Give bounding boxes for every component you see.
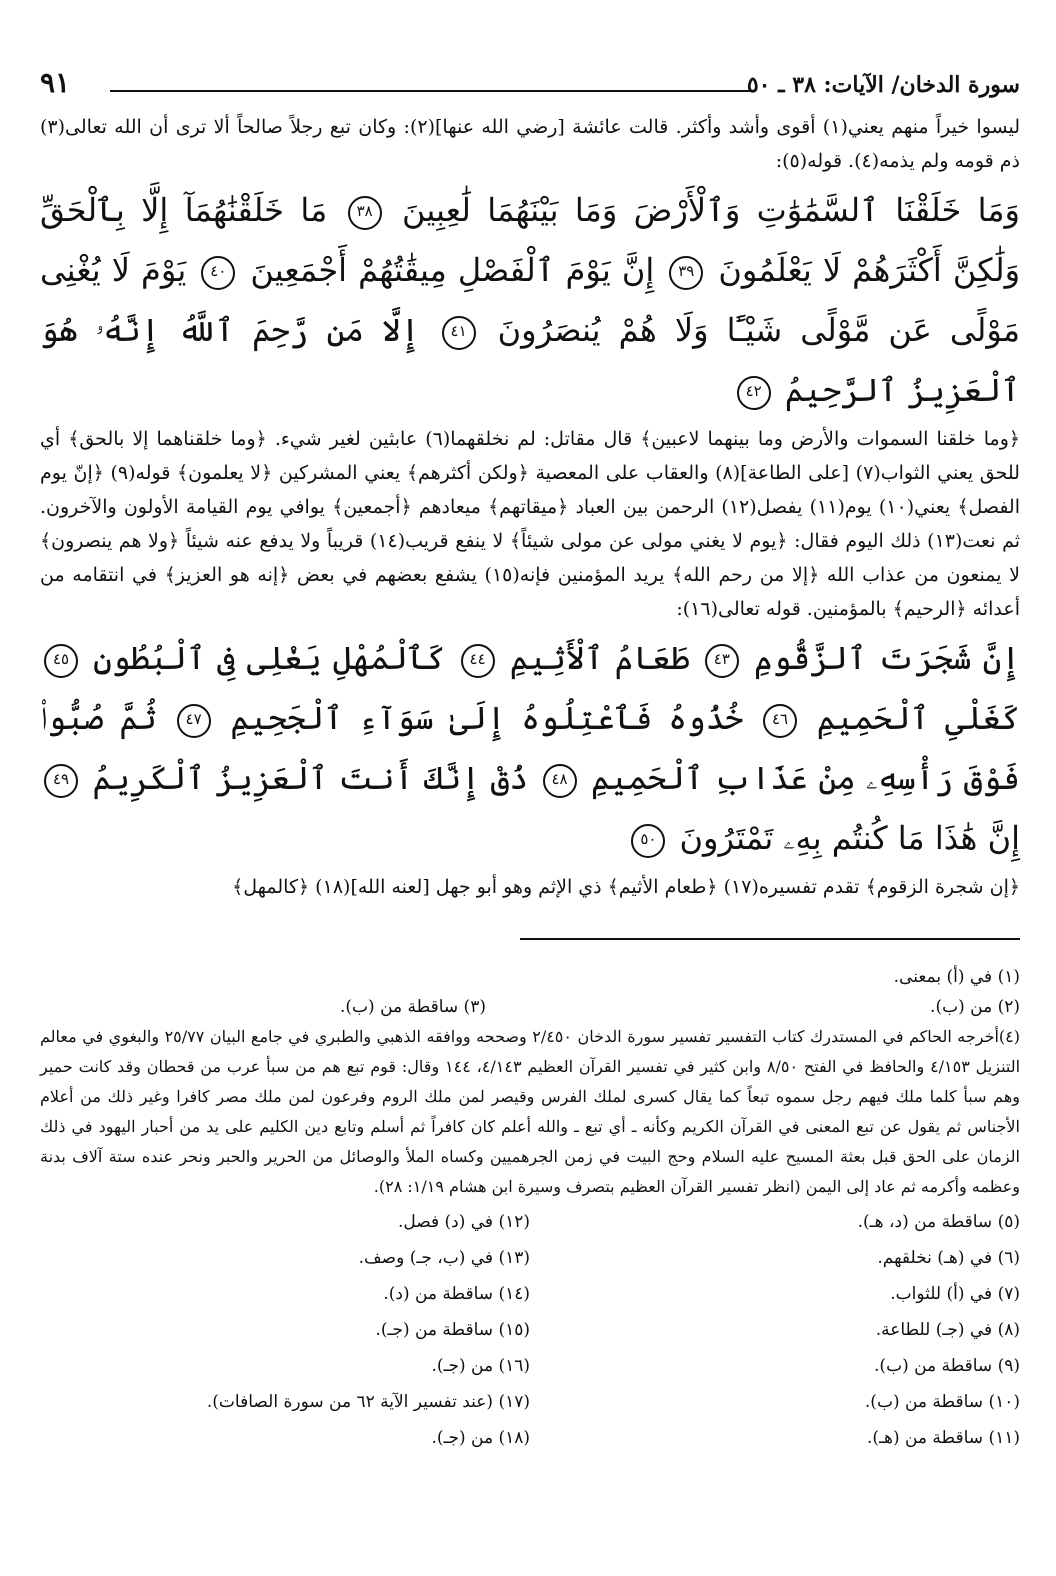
commentary-paragraph-2	[40, 870, 1020, 904]
footnote-item: (٦) في (هـ) نخلقهم.	[877, 1248, 1020, 1268]
footnote-item: (١٤) ساقطة من (د).	[383, 1284, 530, 1304]
intro-line-1: ليسوا خيراً منهم يعني(١) أقوى وأشد وأكثر. قالت عائشة [رضي الله عنها](٢): وكان تبع رجلاً صالحاً ألا ترى أن الله	[114, 116, 1020, 138]
verse-number-marker: ٤٨	[543, 764, 577, 798]
footnotes	[40, 962, 1020, 1456]
verse-number-marker: ٤٦	[763, 704, 797, 738]
verse-text: إِنَّ شَجَرَتَ ٱلزَّقُّومِ	[754, 639, 1021, 677]
page-header	[40, 60, 1020, 110]
footnote-item: (٧) في (أ) للثواب.	[890, 1284, 1020, 1304]
verse-number-marker: ٣٨	[348, 196, 382, 230]
verse-text: ثُمَّ صُبُّوا۟ فَوْقَ رَأْسِهِۦ مِنْ عَذَابِ ٱلْحَمِيمِ	[40, 699, 1021, 797]
verse-text: إِنَّ يَوْمَ ٱلْفَصْلِ مِيقَٰتُهُمْ أَجْمَعِينَ	[250, 251, 655, 289]
footnote-2: (٢) من (ب).	[930, 997, 1020, 1017]
quran-verses-38-42	[40, 180, 1020, 420]
verse-text: يَوْمَ لَا يُغْنِى مَوْلًى عَن مَّوْلًى شَيْـًٔا وَلَا هُمْ يُنصَرُونَ	[40, 251, 1021, 349]
footnote-item: (٥) ساقطة من (د، هـ).	[857, 1212, 1020, 1232]
verse-number-marker: ٥٠	[631, 824, 665, 858]
verse-number-marker: ٤٤	[461, 644, 495, 678]
footnote-columns	[40, 1204, 1020, 1456]
verse-text: إِلَّا مَن رَّحِمَ ٱللَّهُ إِنَّهُۥ هُوَ ٱلْعَزِيزُ ٱلرَّحِيمُ	[40, 311, 1020, 409]
commentary-text: ﴿وما خلقنا السموات والأرض وما بينهما لاعبين﴾ قال مقاتل: لم نخلقهما(٦) عابثين لغير شيء. ﴿وما خلقناهما إلا بالحق﴾ أي للحق يعني الثواب(٧) [على الطاعة](٨) والعقاب على المعصية ﴿ولكن أكثرهم﴾ يعني المشركين ﴿لا يعلمون﴾ قوله(٩) ﴿إنّ يوم الفصل﴾ يعني(١٠) يوم(١١) يفصل(١٢) الرحمن بين العباد ﴿ميقاتهم﴾ ميعادهم ﴿أجمعين﴾ يوافي يوم القيامة الأولون والآخرون. ثم نعت(١٣) ذلك اليوم فقال: ﴿يوم لا يغني مولى عن مولى شيئاً﴾ لا ينفع قريب(١٤) قريباً ولا يدفع عنه شيئاً ﴿ولا هم ينصرون﴾ لا يمنعون من عذاب الله ﴿إلا من رحم الله﴾ يريد المؤمنين فإنه(١٥) يشفع بعضهم في بعض ﴿إنه هو العزيز﴾ في انتقامه من أعدائه ﴿الرحيم﴾ بالمؤمنين. قوله تعالى(١٦):	[40, 428, 1021, 620]
footnote-4: (٤)أخرجه الحاكم في المستدرك كتاب التفسير تفسير سورة الدخان ٢/٤٥٠ وصححه ووافقه الذهبي والطبري في جامع البيان ٢٥/٧٧ والبغوي في معالم التنزيل ٤/١٥٣ والحافظ في الفتح ٨/٥٠ وابن كثير في تفسير القرآن العظيم ٤/١٤٣، ١٤٤ وقال: قوم تبع هم من سبأ عرب من قحطان وقد كانت حمير وهم سبأ كلما ملك فيهم رجل سموه تبعاً كما يقال كسرى لملك الفرس وقيصر لمن ملك الروم وفرعون لمن ملك مصر كافرا وغير ذلك من أعلام الأجناس ثم يقول عن تبع المعنى في القرآن الكريم وكأنه ـ أي تبع ـ والله أعلم كان كافراً ثم أسلم وتابع دين الكليم على يد من أحبار اليهود في ذلك الزمان على الحق قبل بعثة المسيح عليه السلام وحج البيت في زمن الجرهميين وكساه الملأ والوصائل من الحرير والحبر ونحر عنده ستة آلاف بدنة وعظمه وأكرمه ثم عاد إلى اليمن (انظر تفسير القرآن العظيم بتصرف وسيرة ابن هشام ١/١٩: ٢٨).	[40, 1027, 1021, 1196]
footnote-column-left	[40, 1204, 530, 1456]
verse-text: إِنَّ هَٰذَا مَا كُنتُم بِهِۦ تَمْتَرُونَ	[679, 819, 1020, 857]
verse-text: ذُقْ إِنَّكَ أَنتَ ٱلْعَزِيزُ ٱلْكَرِيمُ	[92, 759, 529, 797]
commentary-paragraph-1	[40, 422, 1020, 626]
footnote-1: (١) في (أ) بمعنى.	[893, 967, 1020, 987]
header-rule	[110, 90, 750, 92]
footnote-item: (١٠) ساقطة من (ب).	[864, 1392, 1020, 1412]
running-title: سورة الدخان/ الآيات: ٣٨ ـ ٥٠	[746, 72, 1020, 98]
verse-text: طَعَامُ ٱلْأَثِيمِ	[509, 639, 690, 677]
commentary-text: ﴿إن شجرة الزقوم﴾ تقدم تفسيره(١٧) ﴿طعام الأثيم﴾ ذي الإثم وهو أبو جهل [لعنه الله](١٨) ﴿كالمهل﴾	[232, 876, 1020, 898]
verse-number-marker: ٤٩	[44, 764, 78, 798]
footnote-item: (١٢) في (د) فصل.	[397, 1212, 530, 1232]
intro-line-2: تعالى(٣) ذم قومه ولم يذمه(٤). قوله(٥):	[40, 116, 1020, 172]
verse-text: كَٱلْمُهْلِ يَغْلِى فِى ٱلْبُطُونِ	[93, 639, 446, 677]
footnote-item: (١٣) في (ب، جـ) وصف.	[358, 1248, 530, 1268]
footnote-item: (١٧) (عند تفسير الآية ٦٢ من سورة الصافات).	[206, 1392, 530, 1412]
verse-text: كَغَلْىِ ٱلْحَمِيمِ	[816, 699, 1021, 737]
verse-number-marker: ٤٥	[44, 644, 78, 678]
verse-number-marker: ٤٧	[177, 704, 211, 738]
verse-number-marker: ٣٩	[669, 256, 703, 290]
footnote-item: (١٨) من (جـ).	[431, 1428, 530, 1448]
intro-paragraph	[40, 110, 1020, 178]
verse-number-marker: ٤٢	[737, 376, 771, 410]
page-number: ٩١	[40, 66, 71, 99]
verse-number-marker: ٤٠	[201, 256, 235, 290]
verse-number-marker: ٤١	[442, 316, 476, 350]
footnote-item: (٨) في (جـ) للطاعة.	[875, 1320, 1020, 1340]
verse-text: مَا خَلَقْنَٰهُمَآ إِلَّا بِٱلْحَقِّ وَلَٰكِنَّ أَكْثَرَهُمْ لَا يَعْلَمُونَ	[40, 191, 1021, 289]
book-page	[40, 60, 1020, 1560]
footnote-item: (١٥) ساقطة من (جـ).	[375, 1320, 530, 1340]
footnote-column-right	[530, 1204, 1020, 1456]
footnote-3: (٣) ساقطة من (ب).	[340, 997, 486, 1017]
footnote-divider	[520, 938, 1020, 940]
verse-text: خُذُوهُ فَٱعْتِلُوهُ إِلَىٰ سَوَآءِ ٱلْجَحِيمِ	[230, 699, 744, 737]
footnote-item: (٩) ساقطة من (ب).	[874, 1356, 1020, 1376]
footnote-item: (١١) ساقطة من (هـ).	[866, 1428, 1020, 1448]
verse-text: وَمَا خَلَقْنَا ٱلسَّمَٰوَٰتِ وَٱلْأَرْضَ وَمَا بَيْنَهُمَا لَٰعِبِينَ	[402, 191, 1020, 229]
verse-number-marker: ٤٣	[705, 644, 739, 678]
footnote-item: (١٦) من (جـ).	[431, 1356, 530, 1376]
footnote-row	[40, 992, 1020, 1022]
quran-verses-43-50	[40, 628, 1020, 868]
